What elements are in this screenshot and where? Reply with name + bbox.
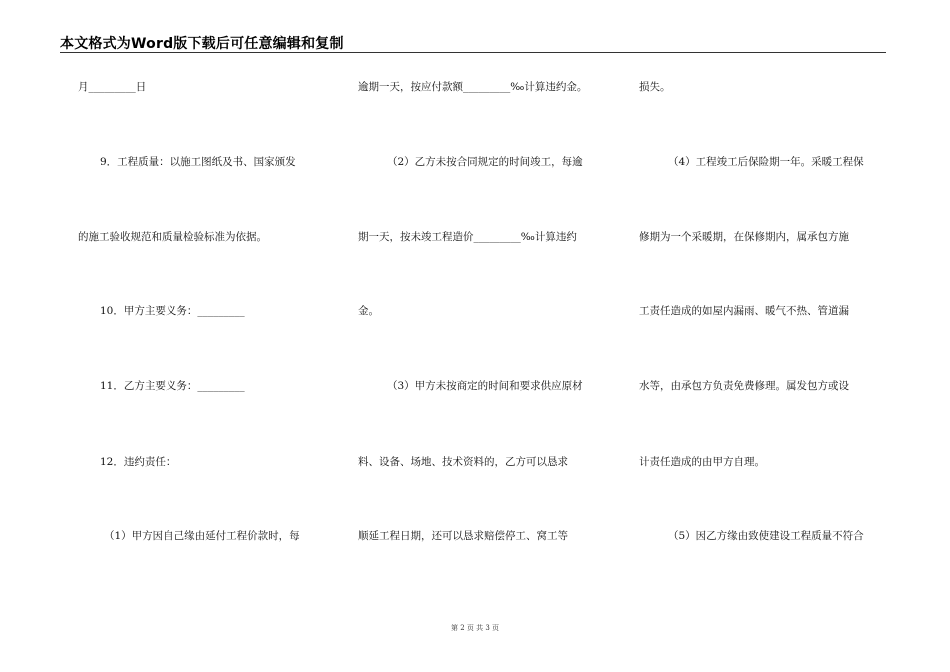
text-line: 金。 [358, 305, 379, 317]
text-line: 10．甲方主要义务：_________ [100, 305, 245, 317]
text-line: 料、设备、场地、技术资料的，乙方可以恳求 [358, 456, 568, 468]
text-line: 9．工程质量：以施工图纸及书、国家颁发 [100, 156, 296, 168]
text-line: 12．违约责任： [100, 456, 177, 468]
text-line: 修期为一个采暖期，在保修期内，属承包方施 [639, 231, 849, 243]
text-line: 的施工验收规范和质量检验标准为依据。 [78, 231, 267, 243]
text-column-1 [78, 0, 338, 672]
text-line: 11．乙方主要义务：_________ [100, 380, 245, 392]
page-number: 第 2 页 共 3 页 [450, 624, 500, 632]
text-line: （1）甲方因自己缘由延付工程价款时，每 [104, 530, 300, 542]
text-line: 水等，由承包方负责免费修理。属发包方或设 [639, 380, 849, 392]
text-line: 计责任造成的由甲方自理。 [639, 456, 765, 468]
text-line: （5）因乙方缘由致使建设工程质量不符合 [668, 530, 864, 542]
document-header-title: 本文格式为Word版下载后可任意编辑和复制 [60, 36, 344, 52]
text-line: 月_________日 [78, 81, 147, 93]
text-line: 逾期一天，按应付款额_________‰计算违约金。 [358, 81, 588, 93]
text-line: （3）甲方未按商定的时间和要求供应原材 [387, 380, 583, 392]
text-line: （2）乙方未按合同规定的时间竣工，每逾 [387, 156, 583, 168]
text-line: 期一天，按未竣工程造价_________‰计算违约 [358, 231, 577, 243]
text-line: 顺延工程日期，还可以恳求赔偿停工、窝工等 [358, 530, 568, 542]
text-column-3 [639, 0, 899, 672]
text-line: （4）工程竣工后保险期一年。采暖工程保 [668, 156, 864, 168]
text-line: 工责任造成的如屋内漏雨、暖气不热、管道漏 [639, 305, 849, 317]
text-line: 损失。 [639, 81, 671, 93]
text-column-2 [358, 0, 618, 672]
